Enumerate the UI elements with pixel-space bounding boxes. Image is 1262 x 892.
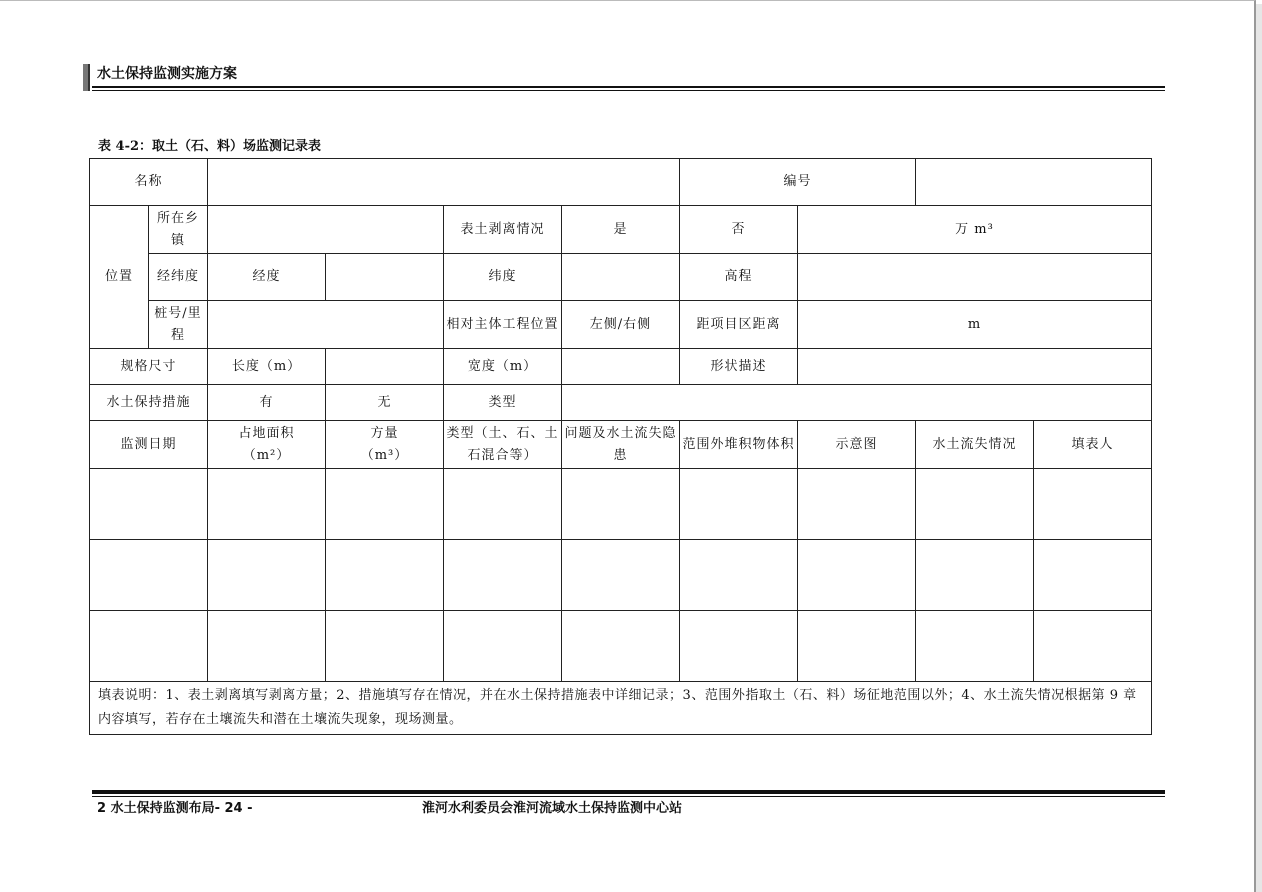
measures-none[interactable]: 无 <box>326 385 444 421</box>
row-size <box>90 349 1152 385</box>
township-label: 所在乡镇 <box>149 206 208 254</box>
col-area-text: 占地面积 <box>238 425 295 441</box>
name-label: 名称 <box>90 159 208 206</box>
strip-no[interactable]: 否 <box>680 206 798 254</box>
strip-yes[interactable]: 是 <box>562 206 680 254</box>
distance-label: 距项目区距离 <box>680 301 798 349</box>
data-cell[interactable] <box>916 540 1034 611</box>
header-marker-inner <box>88 64 90 91</box>
page-shadow <box>1256 4 1262 892</box>
strip-volume[interactable]: 万 m³ <box>798 206 1152 254</box>
data-cell[interactable] <box>798 611 916 682</box>
data-cell[interactable] <box>680 469 798 540</box>
header-title: 水土保持监测实施方案 <box>97 66 237 82</box>
size-label: 规格尺寸 <box>90 349 208 385</box>
name-value[interactable] <box>208 159 680 206</box>
col-date: 监测日期 <box>90 421 208 469</box>
width-value[interactable] <box>562 349 680 385</box>
data-cell[interactable] <box>562 469 680 540</box>
record-table <box>89 158 1152 735</box>
data-row <box>90 469 1152 540</box>
data-cell[interactable] <box>680 540 798 611</box>
footer-organization: 淮河水利委员会淮河流域水土保持监测中心站 <box>422 801 683 816</box>
left-right-value[interactable]: 左侧/右侧 <box>562 301 680 349</box>
col-volume <box>326 421 444 469</box>
data-cell[interactable] <box>444 469 562 540</box>
data-row <box>90 540 1152 611</box>
data-cell[interactable] <box>680 611 798 682</box>
data-cell[interactable] <box>208 469 326 540</box>
station-label: 桩号/里程 <box>149 301 208 349</box>
data-cell[interactable] <box>208 611 326 682</box>
data-cell[interactable] <box>798 469 916 540</box>
row-note <box>90 682 1152 735</box>
data-cell[interactable] <box>1034 540 1152 611</box>
fill-instructions: 填表说明：1、表土剥离填写剥离方量；2、措施填写存在情况，并在水土保持措施表中详细记录；3、范围外指取土（石、料）场征地范围以外；4、水土流失情况根据第 9 章内容填写，若存在土壤流失和潜在土壤流失现象，现场测量。 <box>90 682 1152 735</box>
longitude-value[interactable] <box>326 254 444 301</box>
latitude-value[interactable] <box>562 254 680 301</box>
latitude-label: 纬度 <box>444 254 562 301</box>
footer-page-info: 2 水土保持监测布局- 24 - <box>97 801 253 816</box>
data-cell[interactable] <box>562 611 680 682</box>
row-lnglat <box>90 254 1152 301</box>
data-cell[interactable] <box>444 611 562 682</box>
lnglat-label: 经纬度 <box>149 254 208 301</box>
data-cell[interactable] <box>444 540 562 611</box>
col-area-unit: （m²） <box>242 447 291 463</box>
table-caption: 表 4-2：取土（石、料）场监测记录表 <box>98 139 322 154</box>
col-area <box>208 421 326 469</box>
measures-type-value[interactable] <box>562 385 1152 421</box>
elevation-value[interactable] <box>798 254 1152 301</box>
elevation-label: 高程 <box>680 254 798 301</box>
row-township <box>90 206 1152 254</box>
data-cell[interactable] <box>1034 611 1152 682</box>
col-volume-text: 方量 <box>370 425 399 441</box>
footer-rule-thick <box>92 790 1165 794</box>
data-cell[interactable] <box>90 540 208 611</box>
row-name <box>90 159 1152 206</box>
data-cell[interactable] <box>326 611 444 682</box>
data-cell[interactable] <box>90 611 208 682</box>
distance-value[interactable]: m <box>798 301 1152 349</box>
shape-label: 形状描述 <box>680 349 798 385</box>
col-filler: 填表人 <box>1034 421 1152 469</box>
col-outside: 范围外堆积物体积 <box>680 421 798 469</box>
data-cell[interactable] <box>916 611 1034 682</box>
col-kind: 类型（土、石、土石混合等） <box>444 421 562 469</box>
relative-label: 相对主体工程位置 <box>444 301 562 349</box>
header-rule-thick <box>92 86 1165 88</box>
col-volume-unit: （m³） <box>360 447 409 463</box>
station-value[interactable] <box>208 301 444 349</box>
strip-label: 表土剥离情况 <box>444 206 562 254</box>
data-cell[interactable] <box>1034 469 1152 540</box>
data-row <box>90 611 1152 682</box>
length-label: 长度（m） <box>208 349 326 385</box>
row-column-headers <box>90 421 1152 469</box>
measures-type-label: 类型 <box>444 385 562 421</box>
data-cell[interactable] <box>798 540 916 611</box>
col-loss: 水土流失情况 <box>916 421 1034 469</box>
township-value[interactable] <box>208 206 444 254</box>
row-station <box>90 301 1152 349</box>
data-cell[interactable] <box>326 469 444 540</box>
shape-value[interactable] <box>798 349 1152 385</box>
data-cell[interactable] <box>326 540 444 611</box>
width-label: 宽度（m） <box>444 349 562 385</box>
data-cell[interactable] <box>562 540 680 611</box>
col-problem: 问题及水土流失隐患 <box>562 421 680 469</box>
longitude-label: 经度 <box>208 254 326 301</box>
measures-label: 水土保持措施 <box>90 385 208 421</box>
length-value[interactable] <box>326 349 444 385</box>
header-rule-thin <box>92 90 1165 91</box>
data-cell[interactable] <box>208 540 326 611</box>
code-label: 编号 <box>680 159 916 206</box>
col-sketch: 示意图 <box>798 421 916 469</box>
measures-have[interactable]: 有 <box>208 385 326 421</box>
row-measures <box>90 385 1152 421</box>
footer-rule-thin <box>92 796 1165 797</box>
data-cell[interactable] <box>916 469 1034 540</box>
code-value[interactable] <box>916 159 1152 206</box>
data-cell[interactable] <box>90 469 208 540</box>
position-label: 位置 <box>90 206 149 349</box>
